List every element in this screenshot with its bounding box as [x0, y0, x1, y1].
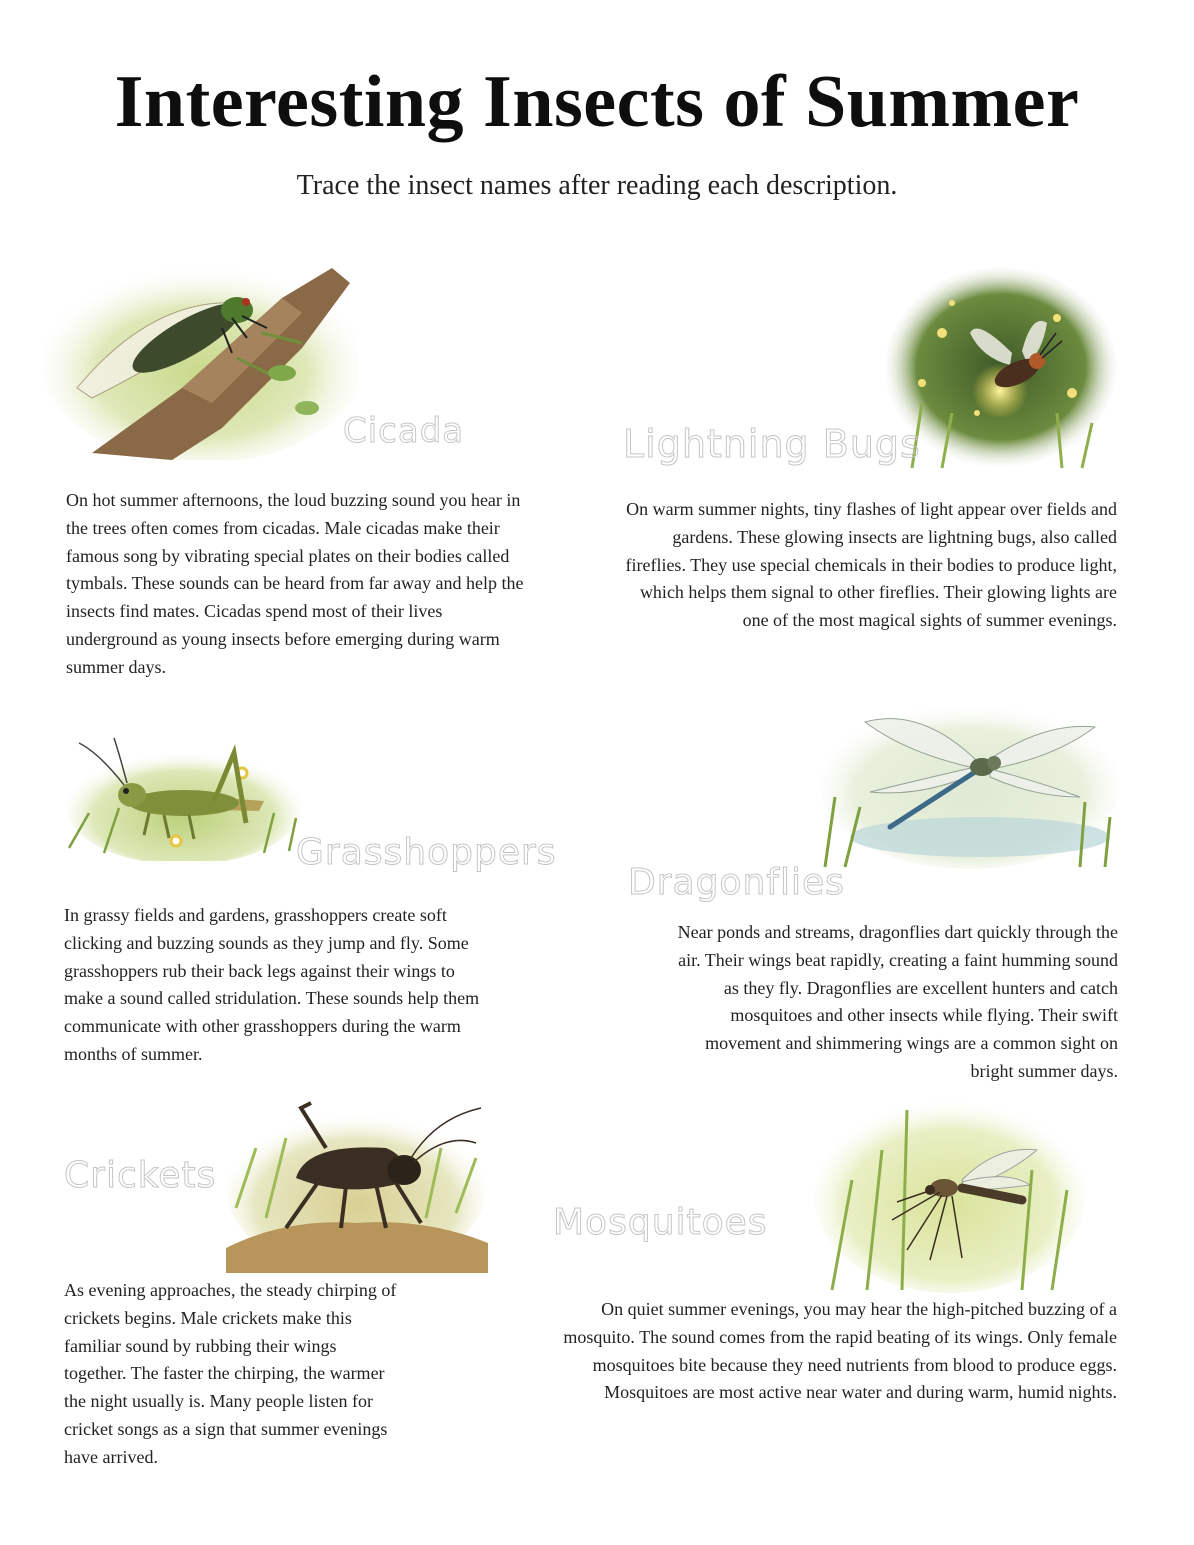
page-title: Interesting Insects of Summer [114, 61, 1080, 143]
dragonflies-trace-label: Dragonflies [628, 862, 845, 903]
crickets-description: As evening approaches, the steady chirping of crickets begins. Male crickets make this familiar sound by rubbing their wings together. The faster the chirping, the warmer the night usually is. Many people listen for cricket songs as a sign that summer evenings have arrived. [64, 1280, 397, 1467]
cicada-description: On hot summer afternoons, the loud buzzing sound you hear in the trees often comes from cicadas. Male cicadas make their famous song by vibrating special plates on their bodies called tymbals. These sounds can be heard from far away and help the insects find mates. Cicadas spend most of their lives underground as young insects before emerging during warm summer days. [66, 490, 524, 677]
crickets-trace-label: Crickets [64, 1155, 217, 1196]
dragonflies-description: Near ponds and streams, dragonflies dart quickly through the air. Their wings beat rapidly, creating a faint humming sound as they fly. Dragonflies are excellent hunters and catch mosquitoes and other insects while flying. Their swift movement and shimmering wings are a common sight on bright summer days. [677, 922, 1118, 1081]
grasshopper-icon [64, 723, 304, 861]
grasshoppers-description: In grassy fields and gardens, grasshoppers create soft clicking and buzzing sounds as they jump and fly. Some grasshoppers rub their back legs against their wings to make a sound called stridulation. These sounds help them communicate with other grasshoppers during the warm months of summer. [64, 905, 480, 1064]
mosquitoes-trace-label: Mosquitoes [553, 1202, 768, 1243]
grasshoppers-trace-label: Grasshoppers [296, 832, 557, 873]
cicada-trace-label: Cicada [343, 411, 465, 451]
lightning-bugs-trace-label: Lightning Bugs [623, 422, 921, 466]
cricket-icon [226, 1088, 488, 1273]
dragonfly-icon [810, 697, 1120, 869]
page-subtitle: Trace the insect names after reading each description. [296, 170, 898, 201]
cicada-icon [32, 238, 358, 460]
mosquito-icon [812, 1090, 1088, 1295]
mosquitoes-description: On quiet summer evenings, you may hear the high-pitched buzzing of a mosquito. The sound comes from the rapid beating of its wings. Only female mosquitoes bite because they need nutrients from blood to produce eggs. Mosquitoes are most active near water and during warm, humid nights. [563, 1299, 1117, 1403]
lightning-bugs-description: On warm summer nights, tiny flashes of light appear over fields and gardens. These glowing insects are lightning bugs, also called fireflies. They use special chemicals in their bodies to produce light, which helps them signal to other fireflies. Their glowing lights are one of the most magical sights of summer evenings. [625, 499, 1117, 631]
